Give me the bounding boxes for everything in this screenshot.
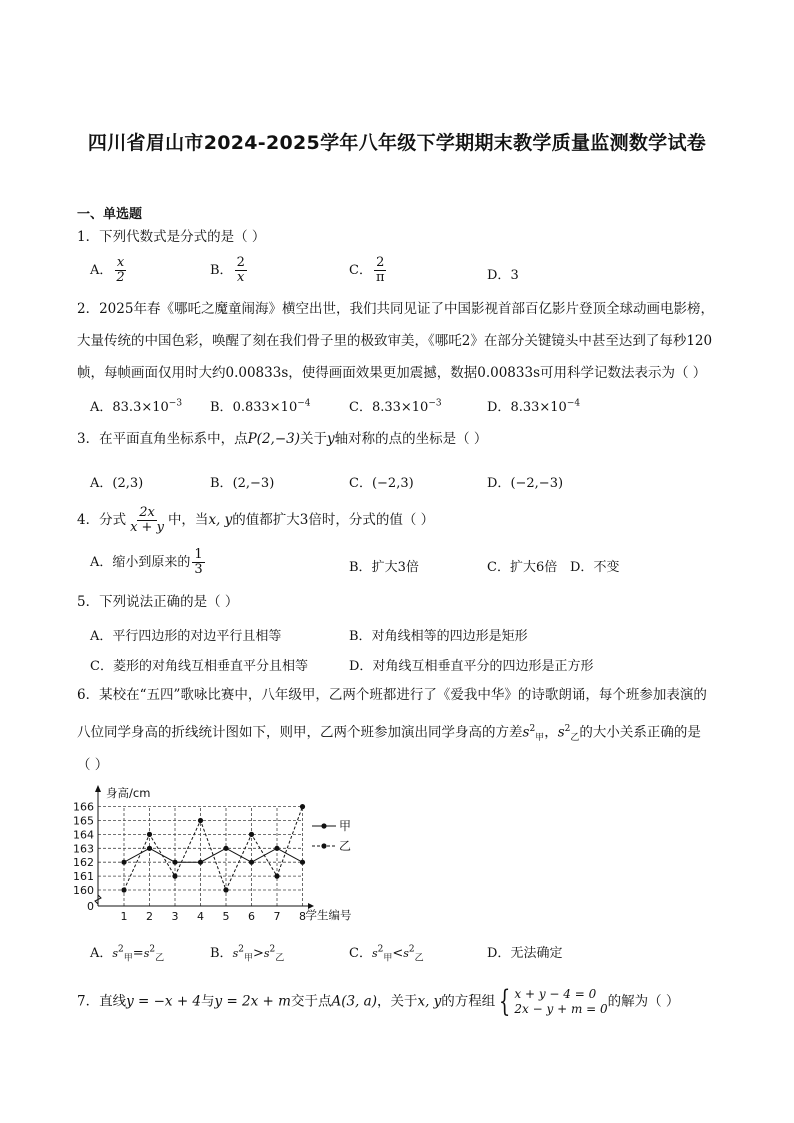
question-6-line-3: （ ） [77, 757, 109, 773]
x-tick-label: 1 [120, 910, 128, 923]
q1-option-a: A． $\frac{x}{2}$ [90, 255, 125, 285]
data-point [249, 860, 254, 865]
data-point [121, 860, 126, 865]
q1-option-d: D．3 [487, 268, 519, 283]
q6-option-b: B．$s^2_甲>s^2_乙$ [210, 944, 285, 964]
equation-system: { x + y − 4 = 0 2x − y + m = 0 [499, 984, 608, 1019]
data-point [198, 818, 203, 823]
y-axis-arrow [95, 785, 101, 792]
q5-option-c: C．菱形的对角线互相垂直平分且相等 [90, 659, 308, 674]
data-point [223, 887, 228, 892]
question-2-line-3: 帧，每帧画面仅用时大约0.00833s，使得画面效果更加震撼，数据0.00833s可用科学记数法表示为（ ） [77, 365, 707, 381]
data-point [198, 860, 203, 865]
q2-option-d: D．$8.33\times 10^{-4}$ [487, 398, 581, 415]
q4-option-d: D．不变 [570, 560, 620, 575]
data-point [147, 832, 152, 837]
q3-option-d: D．(−2,−3) [487, 476, 564, 491]
q3-option-b: B．(2,−3) [210, 476, 275, 491]
question-7-stem: 7．直线y = −x + 4与y = 2x + m交于点A(3, a)，关于x, y的方程组 { x + y − 4 = 0 2x − y + m = 0 的解为（ ） [77, 984, 680, 1019]
data-point [172, 860, 177, 865]
data-point [274, 874, 279, 879]
question-6-line-1: 6．某校在“五四”歌咏比赛中，八年级甲，乙两个班都进行了《爱我中华》的诗歌朗诵，每个班参加表演的 [77, 687, 707, 703]
y-axis-title: 身高/cm [106, 786, 151, 800]
q1-option-c: C． $\frac{2}{\pi}$ [349, 255, 385, 285]
question-5-stem: 5．下列说法正确的是（ ） [77, 594, 239, 610]
x-tick-label: 5 [222, 910, 230, 923]
q4-option-a: A．缩小到原来的 $\frac{1}{3}$ [90, 547, 203, 577]
y-tick-label: 163 [73, 842, 94, 856]
data-point [172, 874, 177, 879]
question-1-stem: 1．下列代数式是分式的是（ ） [77, 229, 266, 245]
question-3-stem: 3．在平面直角坐标系中，点P(2,−3)关于y轴对称的点的坐标是（ ） [77, 431, 488, 447]
legend-marker-2 [321, 843, 326, 848]
data-point [249, 832, 254, 837]
q2-option-b: B．$0.833\times 10^{-4}$ [210, 398, 311, 415]
q3-option-c: C．(−2,3) [349, 476, 414, 491]
q5-option-d: D．对角线互相垂直平分的四边形是正方形 [349, 659, 594, 674]
x-axis-title: 学生编号 [305, 908, 352, 922]
y-tick-label: 161 [73, 870, 94, 884]
section-heading: 一、单选题 [77, 207, 143, 222]
y-tick-label: 164 [73, 828, 94, 842]
q6-option-c: C．$s^2_甲<s^2_乙$ [349, 944, 424, 964]
question-4-stem: 4．分式 $\frac{2x}{x + y}$ 中，当x, y的值都扩大3倍时，分式的值（ ） [77, 505, 435, 535]
data-point [121, 887, 126, 892]
data-point [274, 846, 279, 851]
q4-option-c: C．扩大6倍 [487, 560, 558, 575]
legend-marker-1 [321, 823, 326, 828]
y-tick-label: 160 [73, 884, 94, 897]
x-tick-label: 3 [171, 910, 179, 923]
x-tick-label: 7 [273, 910, 281, 923]
q2-option-c: C．$8.33\times 10^{-3}$ [349, 398, 442, 415]
question-2-line-1: 2．2025年春《哪吒之魔童闹海》横空出世，我们共同见证了中国影视首部百亿影片登顶全球动画电影榜， [77, 301, 714, 317]
x-tick-label: 6 [248, 910, 255, 923]
q1-option-b: B． $\frac{2}{x}$ [210, 255, 245, 285]
question-6-line-2: 八位同学身高的折线统计图如下，则甲，乙两个班参加演出同学身高的方差$s^2_甲$，$s^2_乙$的大小关系正确的是 [77, 724, 701, 744]
legend-label-2: 乙 [339, 839, 352, 853]
q5-option-b: B．对角线相等的四边形是矩形 [349, 629, 528, 644]
data-point [223, 846, 228, 851]
y-tick-label: 165 [73, 814, 94, 828]
q4-option-b: B．扩大3倍 [349, 560, 419, 575]
q6-option-a: A．$s^2_甲=s^2_乙$ [90, 944, 165, 964]
legend-label-1: 甲 [339, 819, 352, 833]
q6-option-d: D．无法确定 [487, 946, 563, 961]
x-tick-label: 8 [299, 910, 306, 923]
x-tick-label: 4 [197, 910, 204, 923]
x-tick-label: 2 [146, 910, 153, 923]
q2-option-a: A．$83.3\times 10^{-3}$ [90, 398, 183, 415]
data-point [300, 860, 305, 865]
q3-option-a: A．(2,3) [90, 476, 144, 491]
y-tick-label: 0 [87, 900, 94, 913]
q5-option-a: A．平行四边形的对边平行且相等 [90, 629, 282, 644]
data-point [147, 846, 152, 851]
y-tick-label: 166 [73, 800, 94, 814]
question-2-line-2: 大量传统的中国色彩，唤醒了刻在我们骨子里的极致审美，《哪吒2》在部分关键镜头中甚至达到了每秒120 [77, 333, 713, 349]
chart-axes [95, 785, 314, 909]
y-tick-label: 162 [73, 856, 94, 870]
page-title: 四川省眉山市2024-2025学年八年级下学期期末教学质量监测数学试卷 [87, 132, 707, 154]
height-line-chart [70, 782, 390, 924]
data-point [300, 804, 305, 809]
